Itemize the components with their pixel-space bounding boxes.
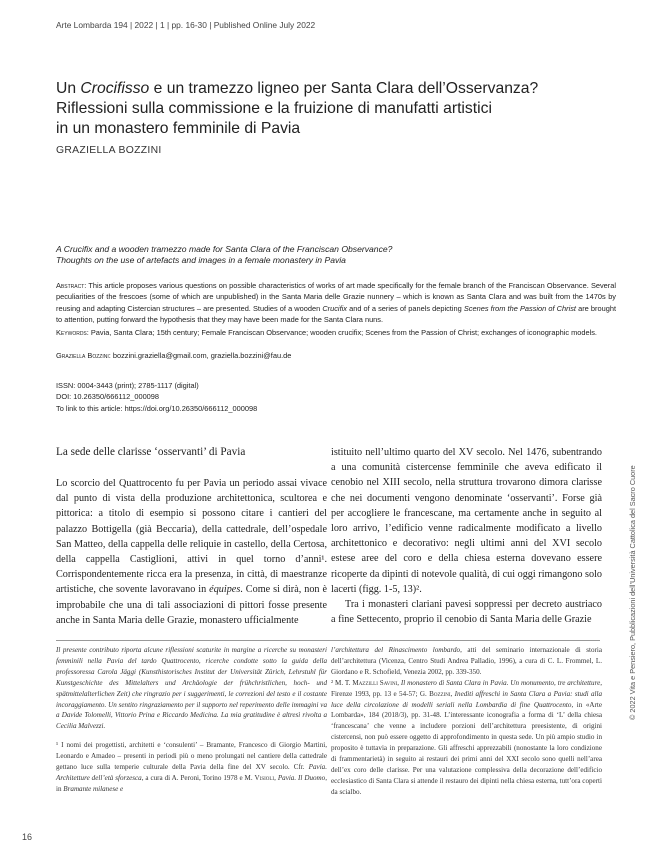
title-prefix: Un [56,80,81,97]
body-column-left [56,445,327,628]
abstract-text: are brought to attention, putting forward the hypothesis that they may have been made for the Santa Clara nuns. [56,303,616,324]
body-italic: équipes [209,584,241,596]
footnote-italic: Pavia. Il Duomo [277,773,326,782]
footnote-italic: l’architettura del Rinascimento lombardo [331,646,461,654]
article-identifiers [56,380,616,414]
footnote-text: , Firenze 1993, pp. 13 e 54-57; G. [331,678,603,698]
article-title-line-3: in un monastero femminile di Pavia [56,120,301,137]
keywords-text: : Pavia, Santa Clara; 15th century; Female Franciscan Observance; wooden crucifix; Scenes from the Passion of Christ; exchanges of iconographic models. [86,328,597,337]
running-head: Arte Lombarda 194 | 2022 | 1 | pp. 16-30 | Published Online July 2022 [56,20,316,30]
page-number: 16 [22,832,33,842]
footnote-text: ² M. T. [331,678,353,687]
footnote-text: , atti del seminario internazionale di storia dell’architettura (Vicenza, Centro Studi Andrea Palladio, 1996), a cura di C. L. Frommel, L. Giordano e R. Schofield, Venezia 2002, pp. 339-350. [331,646,602,676]
body-column-right [331,445,602,627]
footnotes-left [56,645,327,803]
abstract-label: Abstract [56,281,85,290]
english-title-line-2: Thoughts on the use of artefacts and images in a female monastery in Pavia [56,255,346,265]
abstract-italic: Crucifix [322,303,347,313]
footnote-text: , a cura di A. Peroni, Torino 1978 e M. [141,773,255,782]
footnote-author: Visioli [254,773,275,782]
article-title-line-1 [56,79,616,99]
footnote-italic: Pavia. Architetture dell’età sforzesca [56,763,327,782]
keywords-label: Keywords [56,328,87,337]
abstract-italic: Scenes from the Passion of Christ [463,303,576,313]
footnote-text: , in [56,773,327,793]
body-text: Lo scorcio del Quattrocento fu per Pavia un periodo assai vivace dal punto di vista della produzione architettonica, scultorea e pittorica: a titolo di esempio si possono citare i cantieri del palazzo Bottigella (già Beccaria), della cattedrale, dell’ospedale San Matteo, della cappella delle reliquie in castello, della Certosa, della cappella Castiglioni, attivi in quel torno d’anni¹. Corrispondentemente ricca era la presenza, in città, di maestranze artistiche, che sovente lavoravano in [56,478,327,596]
article-title-line-2: Riflessioni sulla commissione e la fruizione di manufatti artistici [56,100,492,117]
footnote-text: , [397,678,401,687]
abstract-text: and of a series of panels depicting [346,303,464,313]
footnote-divider [56,640,600,641]
body-paragraph: Tra i monasteri clariani pavesi soppressi per decreto austriaco a fine Settecento, proprio il cenobio di Santa Maria delle Grazie [331,599,602,626]
footnote-text: , in «Arte Lombarda», 184 (2018/3), pp. 31-48. L’interessante iconografia a forma di ‘L’ della chiesa ‘francescana’ che venne a includere porzioni dell’architettura preesistente, di origini cistercensi, non può essere oggetto di approfondimento in questa sede. Un più ampio studio in proposito è tuttavia in preparazione. Gli affreschi apprezzabili (nonostante la loro condizione di frammentarietà) in seguito ai restauri dei primi anni del XXI secolo sono quelli nell’area dell’ex coro delle clarisse. Per una valutazione complessiva della decorazione dell’edificio ecclesiastico di Santa Clara si attende il restauro dei dipinti nella chiesa esterna, tutt’ora coperti da scialbo. [331,700,602,796]
body-paragraph [56,476,327,628]
body-text: . Come si dirà, non è improbabile che una di tali associazioni di pittori fosse presente anche in Santa Maria delle Grazie, monastero ufficialmente [56,584,327,626]
footnote-2 [331,678,602,798]
footnote-italic: Bramante milanese e [63,784,124,793]
footnote-text: , [450,689,455,698]
footnote-text: , [274,773,278,782]
copyright-notice: © 2022 Vita e Pensiero, Pubblicazioni dell’Università Cattolica del Sacro Cuore [628,465,637,720]
footnote-1-continued [331,645,602,678]
title-italic-word: Crocifisso [80,80,150,97]
author-name: GRAZIELLA BOZZINI [56,145,162,156]
contact-emails: : bozzini.graziella@gmail.com, graziella.bozzini@fau.de [108,351,292,360]
body-paragraph: istituito nell’ultimo quarto del XV secolo. Nel 1476, subentrando a una comunità cistercense femminile che aveva edificato il cenobio nel XIII secolo, nella struttura trovarono dimora clarisse che nei documenti vengono denominate ‘osservanti’. Forse già per accogliere le francescane, ma certamente anche in seguito al loro arrivo, l’edificio venne radicalmente modificato a livello architettonico e decorativo: negli ultimi anni del XVI secolo estese aree del coro e della chiesa esterna dovevano essere ricoperte da dipinti di notevole qualità, di cui oggi rimangono solo lacerti (figg. 1-5, 13)². [331,447,602,595]
acknowledgment-note: Il presente contributo riporta alcune riflessioni scaturite in margine a ricerche su monasteri femminili nella Pavia del tardo Quattrocento, ricerche condotte sotto la guida della professoressa Carola Jäggi (Kunsthistorisches Institut der Universität Zürich, Lehrstuhl für Kunstgeschichte des Mittelalters und Archäologie der frühchristlichen, hoch- und spätmittelalterlichen Zeit) che ringrazio per i suggerimenti, le correzioni del testo e il costante incoraggiamento. Un sentito ringraziamento per il supporto nel reperimento delle immagini va a Davide Tolomelli, Vittorio Prina e Riccardo Medicina. La mia gratitudine è altresì rivolta a Cecilia Malvezzi. [56,646,327,731]
footnote-italic: Il monastero di Santa Clara in Pavia. Un monumento, tre architetture [400,678,601,687]
section-heading: La sede delle clarisse ‘osservanti’ di Pavia [56,446,246,458]
contact-label: Graziella Bozzini [56,351,109,360]
footnote-text: ¹ I nomi dei progettisti, architetti e ‘consulenti’ – Bramante, Francesco di Giorgio Martini, Leonardo e Amadeo – presenti in periodi più o meno prolungati nel cantiere della cattedrale gettano luce sulla temperie culturale della Pavia della fine del XV secolo. Cfr. [56,741,327,772]
keywords [56,327,616,338]
author-contact [56,350,616,361]
title-rest: e un tramezzo ligneo per Santa Clara dell’Osservanza? [149,80,539,97]
footnote-author: Bozzini [429,689,451,698]
doi-link[interactable]: To link to this article: https://doi.org/10.26350/666112_000098 [56,403,258,413]
footnote-italic: Inediti affreschi in Santa Clara a Pavia: studi alla luce della circolazione di modelli seriali nella Lombardia di fine Quattrocento [331,689,602,709]
doi: DOI: 10.26350/666112_000098 [56,392,160,402]
english-title [56,244,616,266]
issn: ISSN: 0004-3443 (print); 2785-1117 (digital) [56,381,199,390]
article-title [56,79,616,139]
footnote-1 [56,740,327,795]
abstract-text: : This article proposes various questions on possible characteristics of works of art made specifically for the female branch of the Franciscan Observance. Several peculiarities of the frescoes (some of which are unpublished) in the Santa Maria delle Grazie nunnery – which is known as Santa Clara and was built from the 1470s by reusing and adapting Cistercian structures – are presented. Studies of a wooden [56,281,616,313]
footnote-author: Mazzilli Savini [352,678,398,687]
english-title-line-1: A Crucifix and a wooden tramezzo made for Santa Clara of the Franciscan Observance? [56,244,393,254]
footnotes-right [331,645,602,798]
abstract [56,280,616,325]
